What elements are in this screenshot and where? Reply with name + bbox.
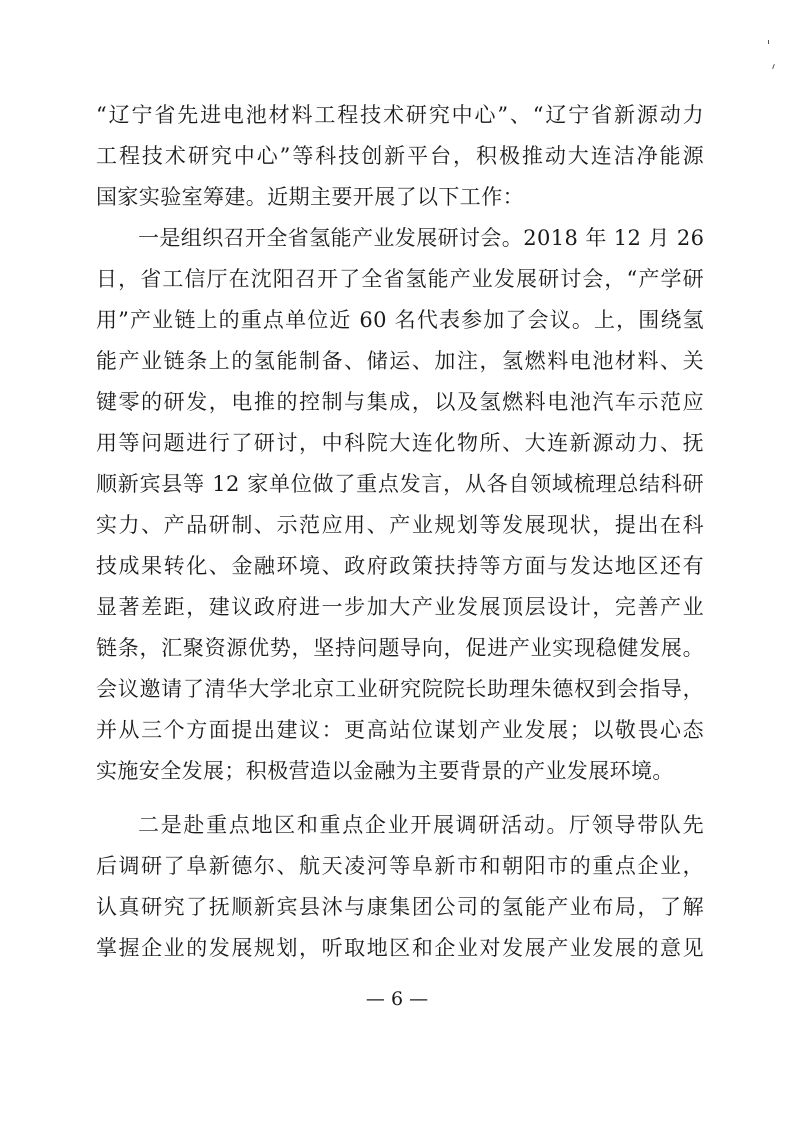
text-line: 显著差距，建议政府进一步加大产业发展顶层设计，完善产业: [96, 595, 704, 619]
text-line: 实力、产品研制、示范应用、产业规划等发展现状，提出在科: [96, 513, 704, 537]
text-line: 国家实验室筹建。近期主要开展了以下工作：: [96, 185, 524, 209]
text-line: 二是赴重点地区和重点企业开展调研活动。厅领导带队先: [138, 813, 704, 837]
scan-mark: [768, 40, 769, 44]
text-line: 日，省工信厅在沈阳召开了全省氢能产业发展研讨会，“产学研: [96, 267, 704, 291]
text-line: 会议邀请了清华大学北京工业研究院院长助理朱德权到会指导，: [96, 677, 704, 701]
text-line: 用”产业链上的重点单位近 60 名代表参加了会议。上，围绕氢: [96, 308, 704, 332]
body-text: [96, 95, 704, 969]
text-line: 技成果转化、金融环境、政府政策扶持等方面与发达地区还有: [96, 554, 704, 578]
text-line: 顺新宾县等 12 家单位做了重点发言，从各自领域梳理总结科研: [96, 472, 704, 496]
text-line: “辽宁省先进电池材料工程技术研究中心”、“辽宁省新源动力: [96, 103, 704, 127]
text-line: 用等问题进行了研讨，中科院大连化物所、大连新源动力、抚: [96, 431, 704, 455]
text-line: 实施安全发展；积极营造以金融为主要背景的产业发展环境。: [96, 759, 674, 783]
page-number: — 6 —: [365, 988, 429, 1010]
text-line: 认真研究了抚顺新宾县沐与康集团公司的氢能产业布局，了解: [96, 895, 704, 919]
text-line: 链条，汇聚资源优势，坚持问题导向，促进产业实现稳健发展。: [96, 636, 704, 660]
text-line: 一是组织召开全省氢能产业发展研讨会。2018 年 12 月 26: [138, 226, 705, 250]
text-line: 后调研了阜新德尔、航天凌河等阜新市和朝阳市的重点企业，: [96, 854, 704, 878]
text-line: 并从三个方面提出建议：更高站位谋划产业发展；以敬畏心态: [96, 718, 704, 742]
text-line: 工程技术研究中心”等科技创新平台，积极推动大连洁净能源: [96, 144, 704, 168]
text-line: 掌握企业的发展规划，听取地区和企业对发展产业发展的意见: [96, 936, 704, 960]
scan-mark: [772, 64, 775, 69]
paragraph: [96, 805, 704, 969]
paragraph: [96, 218, 704, 792]
text-line: 能产业链条上的氢能制备、储运、加注，氢燃料电池材料、关: [96, 349, 704, 373]
text-line: 键零的研发，电推的控制与集成，以及氢燃料电池汽车示范应: [96, 390, 704, 414]
paragraph: [96, 95, 704, 218]
